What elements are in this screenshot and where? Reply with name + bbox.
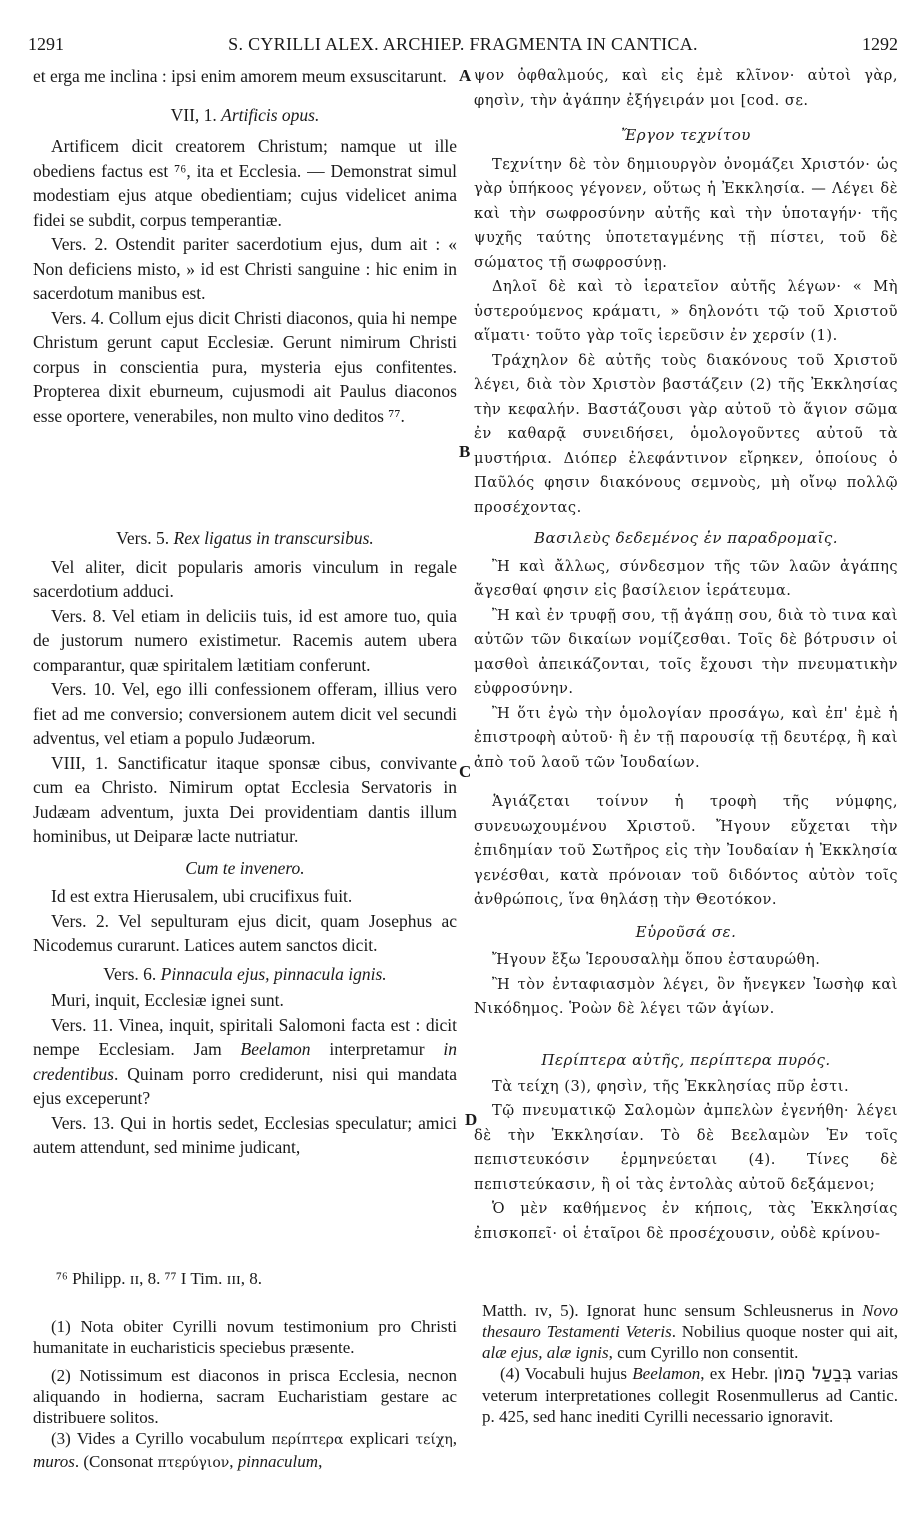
greek-column-section-4 xyxy=(474,1048,898,1246)
latin-paragraph: Vers. 2. Ostendit pariter sacerdotium ejus, dum ait : « Non deficiens misto, » id est Christi sanguine : hic enim in sacerdotum manibus est. xyxy=(33,234,457,303)
running-title: S. CYRILLI ALEX. ARCHIEP. FRAGMENTA IN CANTICA. xyxy=(228,34,698,54)
greek-paragraph: Τὰ τείχη (3), φησὶν, τῆς Ἐκκλησίας πῦρ ἐστι. xyxy=(492,1077,850,1095)
latin-column xyxy=(33,64,457,428)
greek-column-section-2 xyxy=(474,526,898,775)
greek-paragraph: Ἤγουν ἔξω Ἱερουσαλὴμ ὅπου ἐσταυρώθη. xyxy=(492,951,821,968)
greek-paragraph: Ἢ καὶ ἄλλως, σύνδεσμον τῆς τῶν λαῶν ἀγάπης ἄγεσθαί φησιν εἰς βασίλειον ἱεράτευμα. xyxy=(474,557,898,599)
page-number-left: 1291 xyxy=(28,34,64,54)
page-number-right: 1292 xyxy=(862,34,898,54)
greek-paragraph: Τράχηλον δὲ αὐτῆς τοὺς διακόνους τοῦ Χριστοῦ λέγει, διὰ τὸν Χριστὸν βαστάζειν (2) τῆς Ἐκκλησίας τὴν κεφαλήν. Βαστάζουσι γὰρ αὐτοῦ τὸ ἅγιον σῶμα ἐν καθαρᾷ συνειδήσει, ὁμολογοῦντες αὐτοῦ τὰ μυστήρια. Διόπερ ἐλεφάντινον εἴρηκεν, ὁποίους ὁ Παῦλός φησιν διακόνους σεμνοὺς, μὴ οἴνῳ πολλῷ προσέχοντας. xyxy=(474,351,898,516)
margin-marker-c: C xyxy=(459,762,472,781)
latin-paragraph: Muri, inquit, Ecclesiæ ignei sunt. xyxy=(51,990,284,1010)
running-header xyxy=(28,34,898,58)
greek-paragraph: Ὁ μὲν καθήμενος ἐν κήποις, τὰς Ἐκκλησίας ἐπισκοπεῖ· οἱ ἑταῖροι δὲ προσέχουσιν, οὐδὲ κρίνου- xyxy=(474,1200,898,1242)
latin-heading: Vers. 6. Pinnacula ejus, pinnacula ignis. xyxy=(103,963,387,984)
latin-paragraph: Vers. 10. Vel, ego illi confessionem offeram, illius vero fiet ad me conversio; conversionem autem dicit vel secundi adventus, vel etiam a populo Judæorum. xyxy=(33,679,457,748)
greek-paragraph: Ἢ τὸν ἐνταφιασμὸν λέγει, ὃν ἤνεγκεν Ἰωσὴφ καὶ Νικόδημος. Ῥοὼν δὲ λέγει τῶν ἁγίων. xyxy=(474,975,898,1017)
greek-paragraph: Δηλοῖ δὲ καὶ τὸ ἱερατεῖον αὐτῆς λέγων· « Μὴ ὑστερούμενος κράματι, » δηλονότι τῷ τοῦ Χριστοῦ αἵματι· τοῦτο γὰρ τοῖς ἱερεῦσιν ἐν χερσίν (1). xyxy=(474,278,898,344)
latin-heading: Cum te invenero. xyxy=(185,857,305,878)
greek-heading: Εὑροῦσά σε. xyxy=(635,922,737,941)
latin-paragraph: Vers. 11. Vinea, inquit, spiritali Salomoni facta est : dicit nempe Ecclesiam. Jam Beelamon interpretamur in credentibus. Quinam porro crediderunt, nisi qui mandata ejus exceperunt? xyxy=(33,1014,458,1108)
greek-paragraph: Τεχνίτην δὲ τὸν δημιουργὸν ὀνομάζει Χριστόν· ὡς γὰρ ὑπήκοος γέγονεν, οὕτως ἡ Ἐκκλησία. — Λέγει δὲ καὶ τὴν σωφροσύνην αὐτῆς καὶ τὴν ὑποταγήν· τῆς ψυχῆς ταύτης ὑποτεταγμένης τῇ πίστει, τοῦ δὲ σώματος τῇ σωφροσύνῃ. xyxy=(474,155,898,271)
greek-heading: Βασιλεὺς δεδεμένος ἐν παραδρομαῖς. xyxy=(533,529,839,547)
footnote: (2) Notissimum est diaconos in prisca Ecclesia, necnon aliquando in hodierna, sacram Eucharistiam gestare ac distribuere solitos. xyxy=(33,1366,457,1427)
greek-column xyxy=(474,64,898,520)
greek-column-section-3 xyxy=(474,790,898,1022)
latin-paragraph: et erga me inclina : ipsi enim amorem meum exsuscitarunt. xyxy=(33,66,447,86)
footnotes-left xyxy=(33,1316,457,1474)
reference-notes: ⁷⁶ Philipp. ɪɪ, 8. ⁷⁷ I Tim. ɪɪɪ, 8. xyxy=(56,1269,263,1288)
greek-heading: Ἔργον τεχνίτου xyxy=(621,126,751,144)
latin-paragraph: Vers. 13. Qui in hortis sedet, Ecclesias speculatur; amici autem attendunt, sed minime judicant, xyxy=(33,1112,457,1157)
greek-paragraph: Ἢ ὅτι ἐγὼ τὴν ὁμολογίαν προσάγω, καὶ ἐπ' ἐμὲ ἡ ἐπιστροφὴ αὐτοῦ· ἢ ἐν τῇ παρουσίᾳ τῇ δευτέρᾳ, ἢ καὶ ἀπὸ τοῦ λαοῦ τῶν Ἰουδαίων. xyxy=(474,704,898,771)
greek-paragraph: Τῷ πνευματικῷ Σαλομὼν ἀμπελὼν ἐγενήθη· λέγει δὲ τὴν Ἐκκλησίαν. Τὸ δὲ Βεελαμὼν Ἐν τοῖς πεπιστευκόσιν ἑρμηνεύεται (4). Τίνες δὲ πεπιστεύκασιν, ἢ οἱ τὰς ἐντολὰς αὐτοῦ δεξάμενοι; xyxy=(474,1102,898,1193)
latin-paragraph: Vers. 4. Collum ejus dicit Christi diaconos, quia hi nempe Christum gerunt caput Ecclesiæ. Gerunt nimirum Christi corpus in conscientia pura, mysteria ejus confitentes. Propterea dixit eburneum, cujusmodi ait Paulus diaconos esse oportere, venerabiles, non multo vino deditos ⁷⁷. xyxy=(33,307,457,426)
footnote: Matth. ɪᴠ, 5). Ignorat hunc sensum Schleusnerus in Novo thesauro Testamenti Veteris. Nobilius quoque noster qui ait, alæ ejus, alæ ignis, cum Cyrillo non consentit. xyxy=(482,1301,899,1362)
latin-paragraph: VIII, 1. Sanctificatur itaque sponsæ cibus, convivante cum ea Christo. Nimirum optat Ecclesia Servatoris in Judæam adventum, juxta Dei providentiam dantis illum hominibus, ut Deiparæ lacte nutriatur. xyxy=(33,752,457,846)
greek-paragraph: ψον ὀφθαλμούς, καὶ εἰς ἐμὲ κλῖνον· αὐτοὶ γὰρ, φησὶν, τὴν ἀγάπην ἐξήγειράν μοι [cod. σε. xyxy=(474,67,898,109)
footnotes-right xyxy=(482,1300,898,1427)
latin-heading: VII, 1. Artificis opus. xyxy=(170,104,320,125)
margin-marker-d: D xyxy=(465,1110,478,1129)
margin-marker-b: B xyxy=(459,442,471,461)
footnote: (1) Nota obiter Cyrilli novum testimonium pro Christi humanitate in eucharisticis speciebus præsente. xyxy=(33,1317,457,1357)
latin-paragraph: Artificem dicit creatorem Christum; namque ut ille obediens factus est ⁷⁶, ita et Ecclesia. — Demonstrat simul modestiam ejus atque obedientiam; cujus videlicet anima fidei se subdit, corpus temperantiæ. xyxy=(33,136,457,230)
latin-column-section-2 xyxy=(33,526,457,1160)
latin-paragraph: Vel aliter, dicit popularis amoris vinculum in regale sacerdotium adduci. xyxy=(33,556,457,601)
latin-paragraph: Vers. 2. Vel sepulturam ejus dicit, quam Josephus ac Nicodemus curarunt. Latices autem sanctos dicit. xyxy=(33,910,457,955)
greek-paragraph: Ἁγιάζεται τοίνυν ἡ τροφὴ τῆς νύμφης, συνευωχουμένου Χριστοῦ. Ἤγουν εὔχεται τὴν ἐπιδημίαν τοῦ Σωτῆρος εἰς τὴν Ἰουδαίαν ἡ Ἐκκλησία γενέσθαι, κατὰ πρόνοιαν τοῦ διδόντος αὐτὸν τοῖς ἀνθρώποις, ἵνα θηλάσῃ τὴν Θεοτόκον. xyxy=(474,793,898,908)
footnote: (4) Vocabuli hujus Beelamon, ex Hebr. בְּבַעַל הָמוֹן varias veterum interpretationes collegit Rosenmullerus ad Cantic. p. 425, sed hanc inediti Cyrilli necessario ignoravit. xyxy=(482,1364,898,1426)
footnote: (3) Vides a Cyrillo vocabulum περίπτερα explicari τείχη, muros. (Consonat πτερύγιον, pinnaculum, xyxy=(33,1429,457,1471)
greek-paragraph: Ἢ καὶ ἐν τρυφῇ σου, τῇ ἀγάπῃ σου, διὰ τὸ τινα καὶ αὐτῶν τῶν δικαίων νομίζεσθαι. Τοῖς δὲ βότρυσιν οἱ μασθοὶ ἀπεικάζονται, τοῖς ἔχουσι τὴν πνευματικὴν εὐφροσύνην. xyxy=(474,606,898,697)
latin-paragraph: Id est extra Hierusalem, ubi crucifixus fuit. xyxy=(51,886,353,906)
greek-heading: Περίπτερα αὐτῆς, περίπτερα πυρός. xyxy=(541,1051,831,1069)
margin-marker-a: A xyxy=(459,66,472,85)
latin-paragraph: Vers. 8. Vel etiam in deliciis tuis, id est amore tuo, quia de justorum numero existimetur. Racemis autem ubera comparantur, quæ spiritalem lætitiam conferunt. xyxy=(33,605,457,675)
latin-heading: Vers. 5. Rex ligatus in transcursibus. xyxy=(116,528,374,548)
